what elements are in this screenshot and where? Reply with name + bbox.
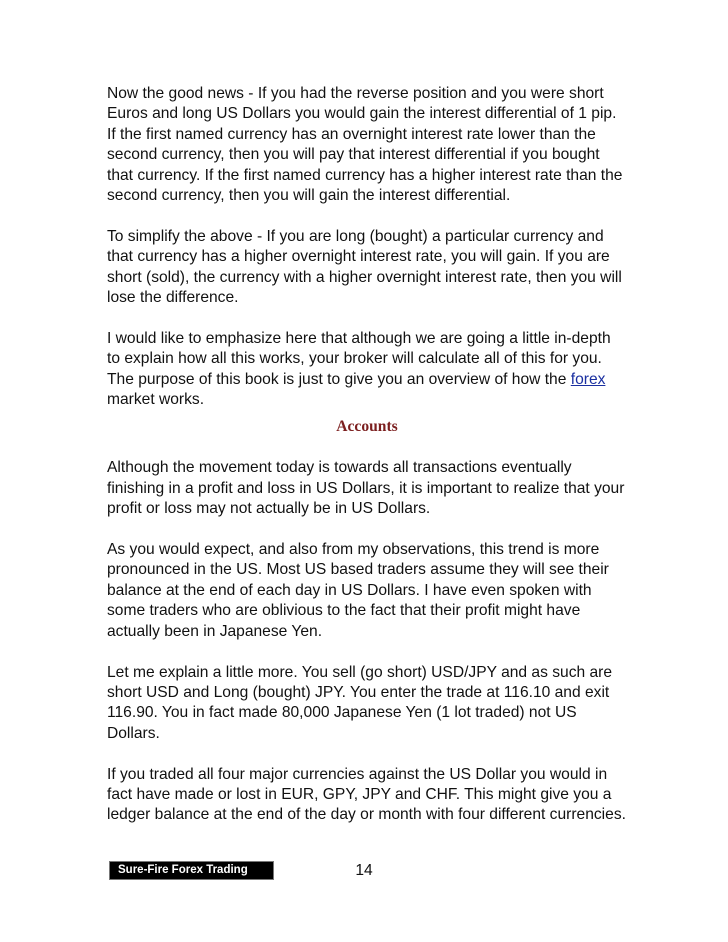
paragraph-emphasize-text-end: market works.	[107, 391, 205, 409]
paragraph-simplify: To simplify the above - If you are long (bought) a particular currency and that currency has a higher overnight interest rate, you will gain. If you are short (sold), the currency with a higher overnight interest rate, then you will lose the difference.	[107, 227, 622, 307]
paragraph-expect: As you would expect, and also from my observations, this trend is more pronounced in the US. Most US based traders assume they will see their balance at the end of each day in US Dollars. I have even spoken with some traders who are oblivious to the fact that their profit might have actually been in Japanese Yen.	[107, 541, 609, 640]
page-body	[107, 84, 627, 846]
footer-book-title-badge: Sure-Fire Forex Trading	[109, 861, 274, 880]
forex-link[interactable]: forex	[570, 370, 606, 388]
page-number: 14	[355, 862, 373, 879]
paragraph-good-news: Now the good news - If you had the reverse position and you were short Euros and long US Dollars you would gain the interest differential of 1 pip. If the first named currency has an overnight interest rate lower than the second currency, then you will pay that interest differential if you bought that currency. If the first named currency has a higher interest rate than the second currency, then you will gain the interest differential.	[107, 85, 623, 205]
paragraph-four-currencies: If you traded all four major currencies against the US Dollar you would in fact have made or lost in EUR, GPY, JPY and CHF. This might give you a ledger balance at the end of the day or month with four different currencies.	[107, 765, 626, 824]
paragraph-explain: Let me explain a little more. You sell (go short) USD/JPY and as such are short USD and Long (bought) JPY. You enter the trade at 116.10 and exit 116.90. You in fact made 80,000 Japanese Yen (1 lot traded) not US Dollars.	[107, 663, 613, 742]
paragraph-emphasize-text-start: I would like to emphasize here that although we are going a little in-depth to explain how all this works, your broker will calculate all of this for you. The purpose of this book is just to give you an overview of how the	[107, 329, 611, 388]
section-heading-accounts: Accounts	[336, 418, 398, 436]
paragraph-movement: Although the movement today is towards all transactions eventually finishing in a profit and loss in US Dollars, it is important to realize that your profit or loss may not actually be in US Dollars.	[107, 459, 625, 518]
paragraph-emphasize	[107, 329, 627, 411]
